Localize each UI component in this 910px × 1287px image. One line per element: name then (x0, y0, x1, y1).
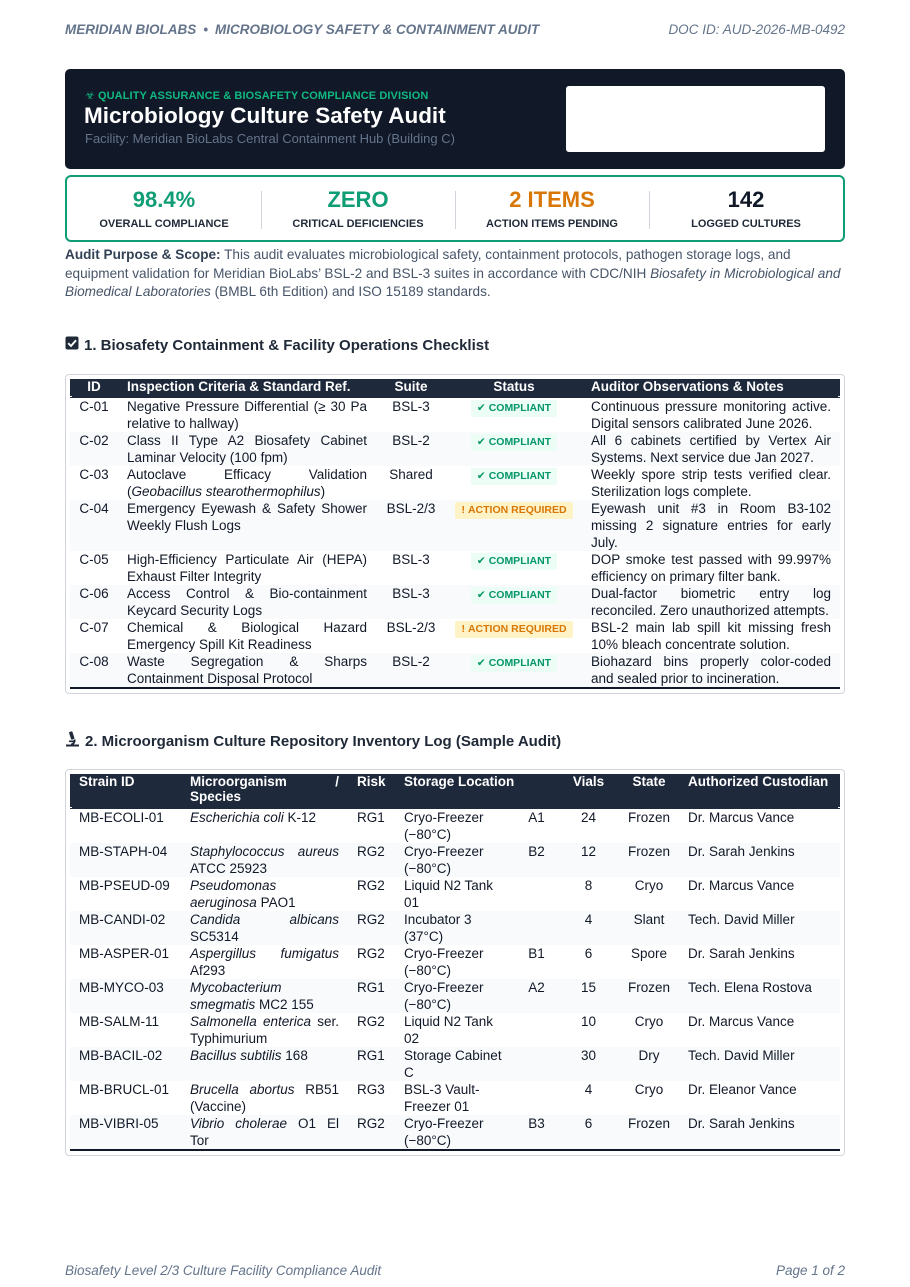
col-header: Risk (348, 774, 395, 807)
vial-count: 15 (558, 979, 619, 1013)
row-notes: Weekly spore strip tests verified clear. Sterilization logs complete. (591, 466, 831, 499)
row-criteria (118, 466, 376, 500)
risk-group: RG2 (348, 911, 395, 945)
risk-group: RG1 (357, 809, 385, 825)
vial-count: 30 (558, 1047, 619, 1081)
row-criteria (118, 551, 376, 585)
inventory-row (70, 945, 840, 979)
storage-location: Storage Cabinet C (395, 1047, 515, 1081)
species-name: Escherichia coli (190, 809, 284, 825)
storage-location: Incubator 3 (37°C) (395, 911, 515, 945)
row-id: C-05 (79, 551, 109, 567)
criteria-text: High-Efficiency Particulate Air (HEPA) Exhaust Filter Integrity (127, 551, 367, 584)
row-criteria (118, 432, 376, 466)
inventory-row (70, 1047, 840, 1081)
row-id: C-01 (79, 398, 109, 414)
custodian: Dr. Sarah Jenkins (688, 945, 795, 961)
check-icon: ✔ (476, 588, 486, 601)
species-strain: PAO1 (256, 894, 296, 910)
exclamation-icon: ! (461, 622, 465, 635)
row-criteria (118, 585, 376, 619)
species (181, 1081, 348, 1115)
row-status (446, 500, 582, 551)
storage-unit: B2 (515, 843, 558, 877)
col-header (181, 774, 348, 807)
checklist-table-wrap (65, 374, 845, 694)
risk-group: RG2 (348, 1115, 395, 1150)
stat-value: 98.4% (132, 187, 196, 212)
custodian: Dr. Marcus Vance (688, 809, 795, 825)
row-status (446, 653, 582, 688)
page-footer (65, 1263, 845, 1278)
row-notes: Eyewash unit #3 in Room B3-102 missing 2 signature entries for early July. (582, 500, 840, 551)
footer-title: Biosafety Level 2/3 Culture Facility Compliance Audit (65, 1263, 382, 1278)
checklist-row (70, 396, 840, 432)
vial-count: 8 (584, 877, 593, 893)
row-suite: Shared (389, 466, 433, 482)
strain-id: MB-CANDI-02 (70, 911, 181, 945)
stat-label: CRITICAL DEFICIENCIES (292, 218, 424, 230)
vial-count: 10 (580, 1013, 597, 1029)
row-criteria (118, 653, 376, 688)
risk-group: RG2 (357, 945, 385, 961)
inventory-row (70, 1081, 840, 1115)
culture-state: Cryo (634, 877, 664, 893)
vial-count: 6 (584, 945, 593, 961)
culture-state: Frozen (619, 979, 679, 1013)
inventory-header-row (70, 774, 840, 807)
criteria-text: Chemical & Biological Hazard Emergency Spill Kit Readiness (127, 619, 367, 652)
purpose-italic: Biosafety in Microbiological and Biomedical Laboratories (65, 265, 841, 299)
col-header: Storage Location (395, 774, 558, 807)
storage-unit: A2 (515, 979, 558, 1013)
inventory-row (70, 843, 840, 877)
stat-value: 2 ITEMS (509, 187, 595, 212)
row-status (446, 432, 582, 466)
culture-state: Frozen (619, 843, 679, 877)
species-strain: K-12 (283, 809, 317, 825)
risk-group: RG1 (348, 1047, 395, 1081)
species-strain: O1 El Tor (190, 1115, 339, 1148)
species (181, 877, 348, 911)
status-badge (471, 655, 557, 672)
footer-page-number: Page 1 of 2 (775, 1263, 845, 1278)
stat-label: LOGGED CULTURES (691, 218, 801, 230)
col-header: Vials (558, 774, 619, 807)
purpose-text-end: (BMBL 6th Edition) and ISO 15189 standards. (210, 284, 491, 299)
row-status (446, 585, 582, 619)
species-strain: Af293 (190, 962, 226, 978)
row-id: C-04 (70, 500, 118, 551)
species (181, 1013, 348, 1047)
storage-location: Cryo-Freezer (−80°C) (395, 1115, 515, 1150)
col-header: Authorized Custodian (679, 774, 840, 807)
stat-label: ACTION ITEMS PENDING (485, 218, 618, 230)
status-badge (471, 553, 557, 570)
strain-id: MB-MYCO-03 (70, 979, 181, 1013)
storage-unit: A1 (528, 809, 545, 825)
storage-location: Liquid N2 Tank 01 (404, 877, 494, 910)
culture-state: Slant (619, 911, 679, 945)
col-header: State (619, 774, 679, 807)
culture-state: Frozen (619, 1115, 679, 1150)
criteria-text: Access Control & Bio-containment Keycard Security Logs (127, 585, 367, 618)
criteria-text: Negative Pressure Differential (≥ 30 Pa relative to hallway) (127, 398, 367, 431)
custodian: Dr. Marcus Vance (688, 1013, 795, 1029)
storage-unit (515, 1081, 558, 1115)
species (181, 1115, 348, 1150)
inventory-row (70, 979, 840, 1013)
status-label: ACTION REQUIRED (467, 622, 567, 635)
row-criteria (118, 396, 376, 432)
inventory-row (70, 911, 840, 945)
checklist-row (70, 466, 840, 500)
strain-id: MB-BACIL-02 (70, 1047, 181, 1081)
risk-group: RG2 (348, 843, 395, 877)
strain-id: MB-STAPH-04 (70, 843, 181, 877)
col-header: Strain ID (70, 774, 181, 807)
checkbox-icon (65, 336, 79, 354)
row-criteria (118, 500, 376, 551)
row-suite: BSL-3 (392, 551, 430, 567)
row-notes: BSL-2 main lab spill kit missing fresh 10% bleach concentrate solution. (591, 619, 831, 652)
storage-location: Cryo-Freezer (−80°C) (395, 843, 515, 877)
row-notes: DOP smoke test passed with 99.997% efficiency on primary filter bank. (591, 551, 831, 584)
storage-unit: B1 (528, 945, 545, 961)
row-status (446, 551, 582, 585)
species (181, 911, 348, 945)
inventory-row (70, 807, 840, 843)
status-label: COMPLIANT (488, 554, 552, 567)
species-name: Aspergillus fumigatus (190, 945, 339, 961)
check-icon: ✔ (476, 656, 486, 669)
risk-group: RG1 (348, 979, 395, 1013)
purpose-text: This audit evaluates microbiological safety, containment protocols, pathogen storage logs, and equipment validation for Meridian BioLabs’ BSL-2 and BSL-3 suites in accordance with CDC/NIH (65, 247, 791, 281)
storage-unit (515, 1047, 558, 1081)
page-title: Microbiology Culture Safety Audit (84, 103, 446, 128)
header-report-title: MICROBIOLOGY SAFETY & CONTAINMENT AUDIT (214, 22, 540, 37)
microscope-icon (65, 731, 80, 751)
row-suite: BSL-2/3 (376, 500, 446, 551)
status-label: COMPLIANT (488, 588, 552, 601)
row-id: C-02 (70, 432, 118, 466)
signature-stamp-box (566, 86, 825, 152)
status-label: COMPLIANT (488, 435, 552, 448)
storage-unit: B3 (515, 1115, 558, 1150)
status-badge (455, 502, 572, 519)
checklist-table (70, 379, 840, 689)
vial-count: 24 (580, 809, 597, 825)
species-name: Mycobacterium smegmatis (190, 979, 282, 1012)
stat-action-items (455, 177, 649, 240)
banner-division (85, 89, 428, 102)
status-badge (471, 434, 557, 451)
row-criteria (118, 619, 376, 653)
status-badge (471, 400, 557, 417)
custodian: Dr. Eleanor Vance (688, 1081, 797, 1097)
summary-stats (65, 175, 845, 242)
status-badge (455, 621, 572, 638)
exclamation-icon: ! (461, 503, 465, 516)
col-header: Status (446, 379, 582, 396)
species-name: Brucella abortus (190, 1081, 295, 1097)
row-id: C-08 (70, 653, 118, 688)
row-status (446, 396, 582, 432)
row-suite: BSL-2/3 (386, 619, 436, 635)
species (181, 843, 348, 877)
status-badge (471, 587, 557, 604)
check-icon: ✔ (476, 401, 486, 414)
check-icon: ✔ (476, 469, 486, 482)
species-strain: ser. Typhimurium (190, 1013, 339, 1046)
vial-count: 4 (558, 911, 619, 945)
culture-state: Dry (619, 1047, 679, 1081)
row-suite: BSL-3 (392, 398, 430, 414)
species-name: Bacillus subtilis (190, 1047, 282, 1063)
stat-compliance (67, 177, 261, 240)
col-header: Inspection Criteria & Standard Ref. (118, 379, 376, 396)
stat-label: OVERALL COMPLIANCE (99, 218, 229, 230)
strain-id: MB-ASPER-01 (79, 945, 170, 961)
criteria-text: Waste Segregation & Sharps Containment Disposal Protocol (127, 653, 367, 686)
strain-id: MB-PSEUD-09 (79, 877, 170, 893)
species-name: Pseudomonas aeruginosa (190, 877, 277, 910)
page-header (65, 22, 845, 42)
header-doc-id: DOC ID: AUD-2026-MB-0492 (668, 22, 845, 37)
vial-count: 6 (558, 1115, 619, 1150)
check-icon: ✔ (476, 554, 486, 567)
custodian: Dr. Sarah Jenkins (679, 843, 840, 877)
culture-state: Frozen (628, 809, 671, 825)
culture-state: Cryo (634, 1013, 664, 1029)
header-separator: • (203, 22, 208, 37)
inventory-table (70, 774, 840, 1151)
status-badge (471, 468, 557, 485)
species-name: Salmonella enterica (190, 1013, 312, 1029)
row-id: C-07 (79, 619, 109, 635)
species-strain: MC2 155 (255, 996, 314, 1012)
title-banner (65, 69, 845, 169)
risk-group: RG2 (357, 1013, 385, 1029)
species-strain: 168 (281, 1047, 308, 1063)
row-status (446, 466, 582, 500)
biohazard-icon: ☣ (85, 90, 95, 102)
inventory-row (70, 1115, 840, 1150)
custodian: Tech. David Miller (679, 1047, 840, 1081)
status-label: COMPLIANT (488, 401, 552, 414)
species (181, 807, 348, 843)
row-notes: All 6 cabinets certified by Vertex Air Systems. Next service due Jan 2027. (582, 432, 840, 466)
status-label: COMPLIANT (488, 469, 552, 482)
species-name: Staphylococcus aureus (190, 843, 339, 859)
criteria-text: Class II Type A2 Biosafety Cabinet Laminar Velocity (100 fpm) (127, 432, 367, 465)
checklist-row (70, 585, 840, 619)
culture-state: Cryo (634, 1081, 664, 1097)
row-id: C-03 (79, 466, 109, 482)
facility-label: Facility: Meridian BioLabs Central Containment Hub (Building C) (85, 131, 455, 146)
stat-value: 142 (727, 187, 765, 212)
risk-group: RG3 (357, 1081, 385, 1097)
risk-group: RG2 (357, 877, 385, 893)
checklist-header-row (70, 379, 840, 396)
row-notes: Continuous pressure monitoring active. Digital sensors calibrated June 2026. (591, 398, 831, 431)
storage-location: BSL-3 Vault-Freezer 01 (404, 1081, 480, 1114)
section2-title: 2. Microorganism Culture Repository Inventory Log (Sample Audit) (85, 732, 562, 750)
stat-critical (261, 177, 455, 240)
strain-id: MB-BRUCL-01 (79, 1081, 170, 1097)
row-status (446, 619, 582, 653)
criteria-italic: Geobacillus stearothermophilus (131, 483, 321, 499)
strain-id: MB-VIBRI-05 (70, 1115, 181, 1150)
custodian: Dr. Marcus Vance (688, 877, 795, 893)
checklist-row (70, 619, 840, 653)
row-suite: BSL-2 (376, 432, 446, 466)
species-strain: RB51 (Vaccine) (190, 1081, 339, 1114)
stat-cultures (649, 177, 843, 240)
stat-value: ZERO (327, 187, 389, 212)
species (181, 979, 348, 1013)
vial-count: 4 (584, 1081, 593, 1097)
col-header-text: Microorganism / Species (190, 774, 339, 804)
custodian: Tech. Elena Rostova (679, 979, 840, 1013)
storage-unit (515, 911, 558, 945)
purpose-label: Audit Purpose & Scope: (65, 247, 221, 262)
strain-id: MB-ECOLI-01 (79, 809, 164, 825)
row-id: C-06 (70, 585, 118, 619)
status-label: ACTION REQUIRED (467, 503, 567, 516)
storage-unit (515, 877, 558, 911)
species (181, 945, 348, 979)
storage-location: Cryo-Freezer (−80°C) (395, 979, 515, 1013)
strain-id: MB-SALM-11 (79, 1013, 160, 1029)
custodian: Dr. Sarah Jenkins (679, 1115, 840, 1150)
row-notes: Biohazard bins properly color-coded and sealed prior to incineration. (582, 653, 840, 688)
header-org-report (65, 22, 539, 42)
storage-location: Cryo-Freezer (−80°C) (404, 945, 484, 978)
division-label: QUALITY ASSURANCE & BIOSAFETY COMPLIANCE DIVISION (97, 90, 429, 102)
checklist-row (70, 653, 840, 688)
row-suite: BSL-3 (376, 585, 446, 619)
inventory-row (70, 1013, 840, 1047)
header-org: MERIDIAN BIOLABS (65, 22, 197, 37)
check-icon: ✔ (476, 435, 486, 448)
inventory-row (70, 877, 840, 911)
section2-heading (65, 731, 561, 751)
criteria-text: Emergency Eyewash & Safety Shower Weekly Flush Logs (127, 500, 367, 533)
species-strain: SC5314 (190, 928, 239, 944)
col-header: Auditor Observations & Notes (582, 379, 840, 396)
status-label: COMPLIANT (488, 656, 552, 669)
section1-title: 1. Biosafety Containment & Facility Operations Checklist (84, 336, 490, 354)
species-name: Candida albicans (190, 911, 339, 927)
audit-purpose (65, 246, 847, 302)
checklist-row (70, 500, 840, 551)
storage-location: Liquid N2 Tank 02 (404, 1013, 494, 1046)
species (181, 1047, 348, 1081)
row-suite: BSL-2 (376, 653, 446, 688)
section1-heading (65, 336, 489, 354)
species-strain: ATCC 25923 (190, 860, 268, 876)
inventory-table-wrap (65, 769, 845, 1156)
culture-state: Spore (631, 945, 668, 961)
criteria-text: Autoclave Efficacy Validation ( (127, 466, 367, 499)
vial-count: 12 (558, 843, 619, 877)
storage-location: Cryo-Freezer (−80°C) (404, 809, 484, 842)
checklist-row (70, 551, 840, 585)
criteria-text-end: ) (320, 483, 326, 499)
col-header: ID (70, 379, 118, 396)
storage-unit (515, 1013, 558, 1047)
species-name: Vibrio cholerae (190, 1115, 288, 1131)
custodian: Tech. David Miller (679, 911, 840, 945)
checklist-row (70, 432, 840, 466)
row-notes: Dual-factor biometric entry log reconciled. Zero unauthorized attempts. (582, 585, 840, 619)
col-header: Suite (376, 379, 446, 396)
